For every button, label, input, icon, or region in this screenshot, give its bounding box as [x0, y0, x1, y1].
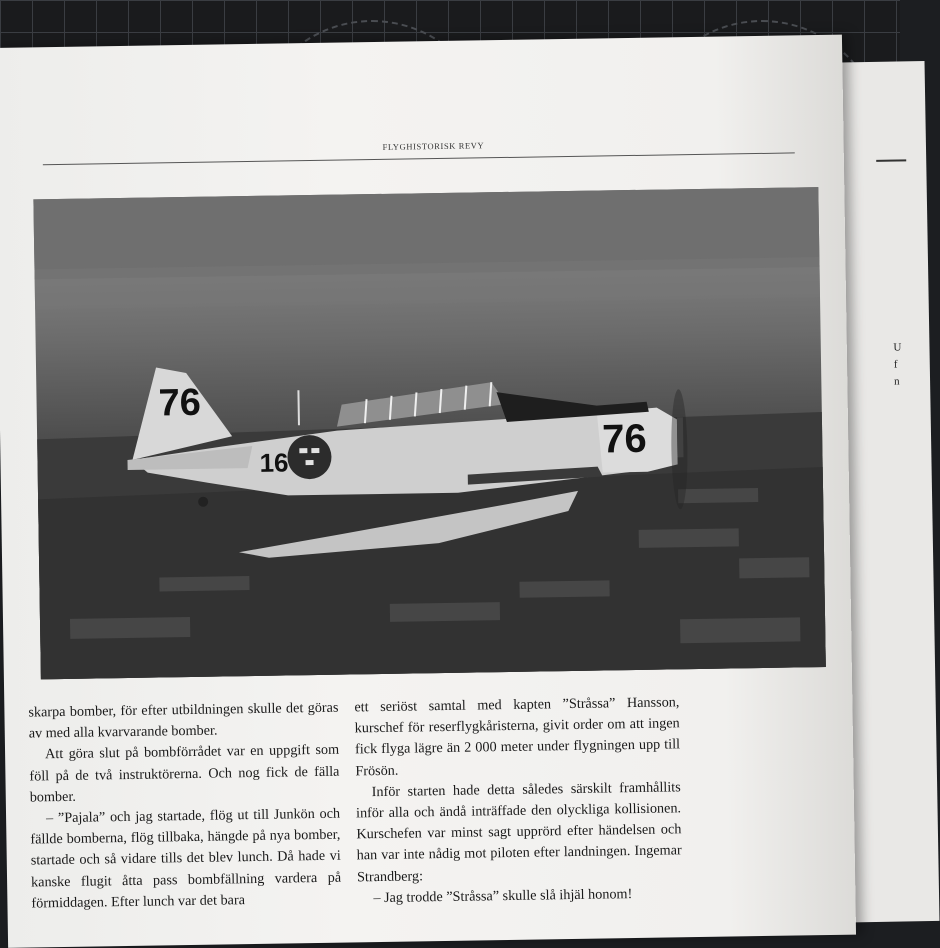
text-column-right — [354, 692, 682, 909]
book-page — [0, 35, 856, 948]
paragraph: ett seriöst samtal med kapten ”Stråssa” Hansson, kurschef för reserflygkåristerna, givit order om att ingen fick flyga lägre än 2 000 meter under flygningen upp till Frösön. — [354, 694, 681, 780]
fuselage-number: 16 — [259, 447, 289, 478]
paragraph: – Jag trodde ”Stråssa” skulle slå ihjäl honom! — [373, 885, 633, 906]
facing-page-text-fragment: U f n — [893, 341, 902, 388]
text-column-left — [28, 698, 341, 915]
paragraph: Inför starten hade detta således särskilt framhållits inför alla och ändå inträffade den olyckliga kollisionen. Kurschefen var minst sagt upprörd efter händelsen och han var inte nådig mot piloten efter landningen. Ingemar Strandberg: — [355, 779, 682, 886]
facing-page-rule — [876, 159, 906, 162]
paragraph: – ”Pajala” och jag startade, flög ut till Junkön och fällde bomberna, flög tillbaka, hängde på nya bomber, startade och så vidare tills det blev lunch. Då hade vi kanske flugit åtta pass bombfällning vardera på förmiddagen. Efter lunch var det bara — [30, 805, 342, 912]
canopy — [336, 382, 507, 427]
running-head: FLYGHISTORISK REVY — [382, 140, 485, 152]
antenna-mast — [298, 390, 299, 425]
paragraph: skarpa bomber, för efter utbildningen skulle det göras av med alla kvarvarande bomber. — [28, 699, 339, 742]
paragraph: Att göra slut på bombförrådet var en uppgift som föll på de två instruktörerna. Och nog fick de fälla bomber. — [29, 742, 340, 806]
header-rule — [43, 152, 795, 165]
aircraft-photo-drawing — [33, 187, 825, 679]
nose-number: 76 — [601, 416, 648, 462]
tail-number: 76 — [158, 381, 202, 425]
aircraft-photo — [33, 187, 825, 679]
